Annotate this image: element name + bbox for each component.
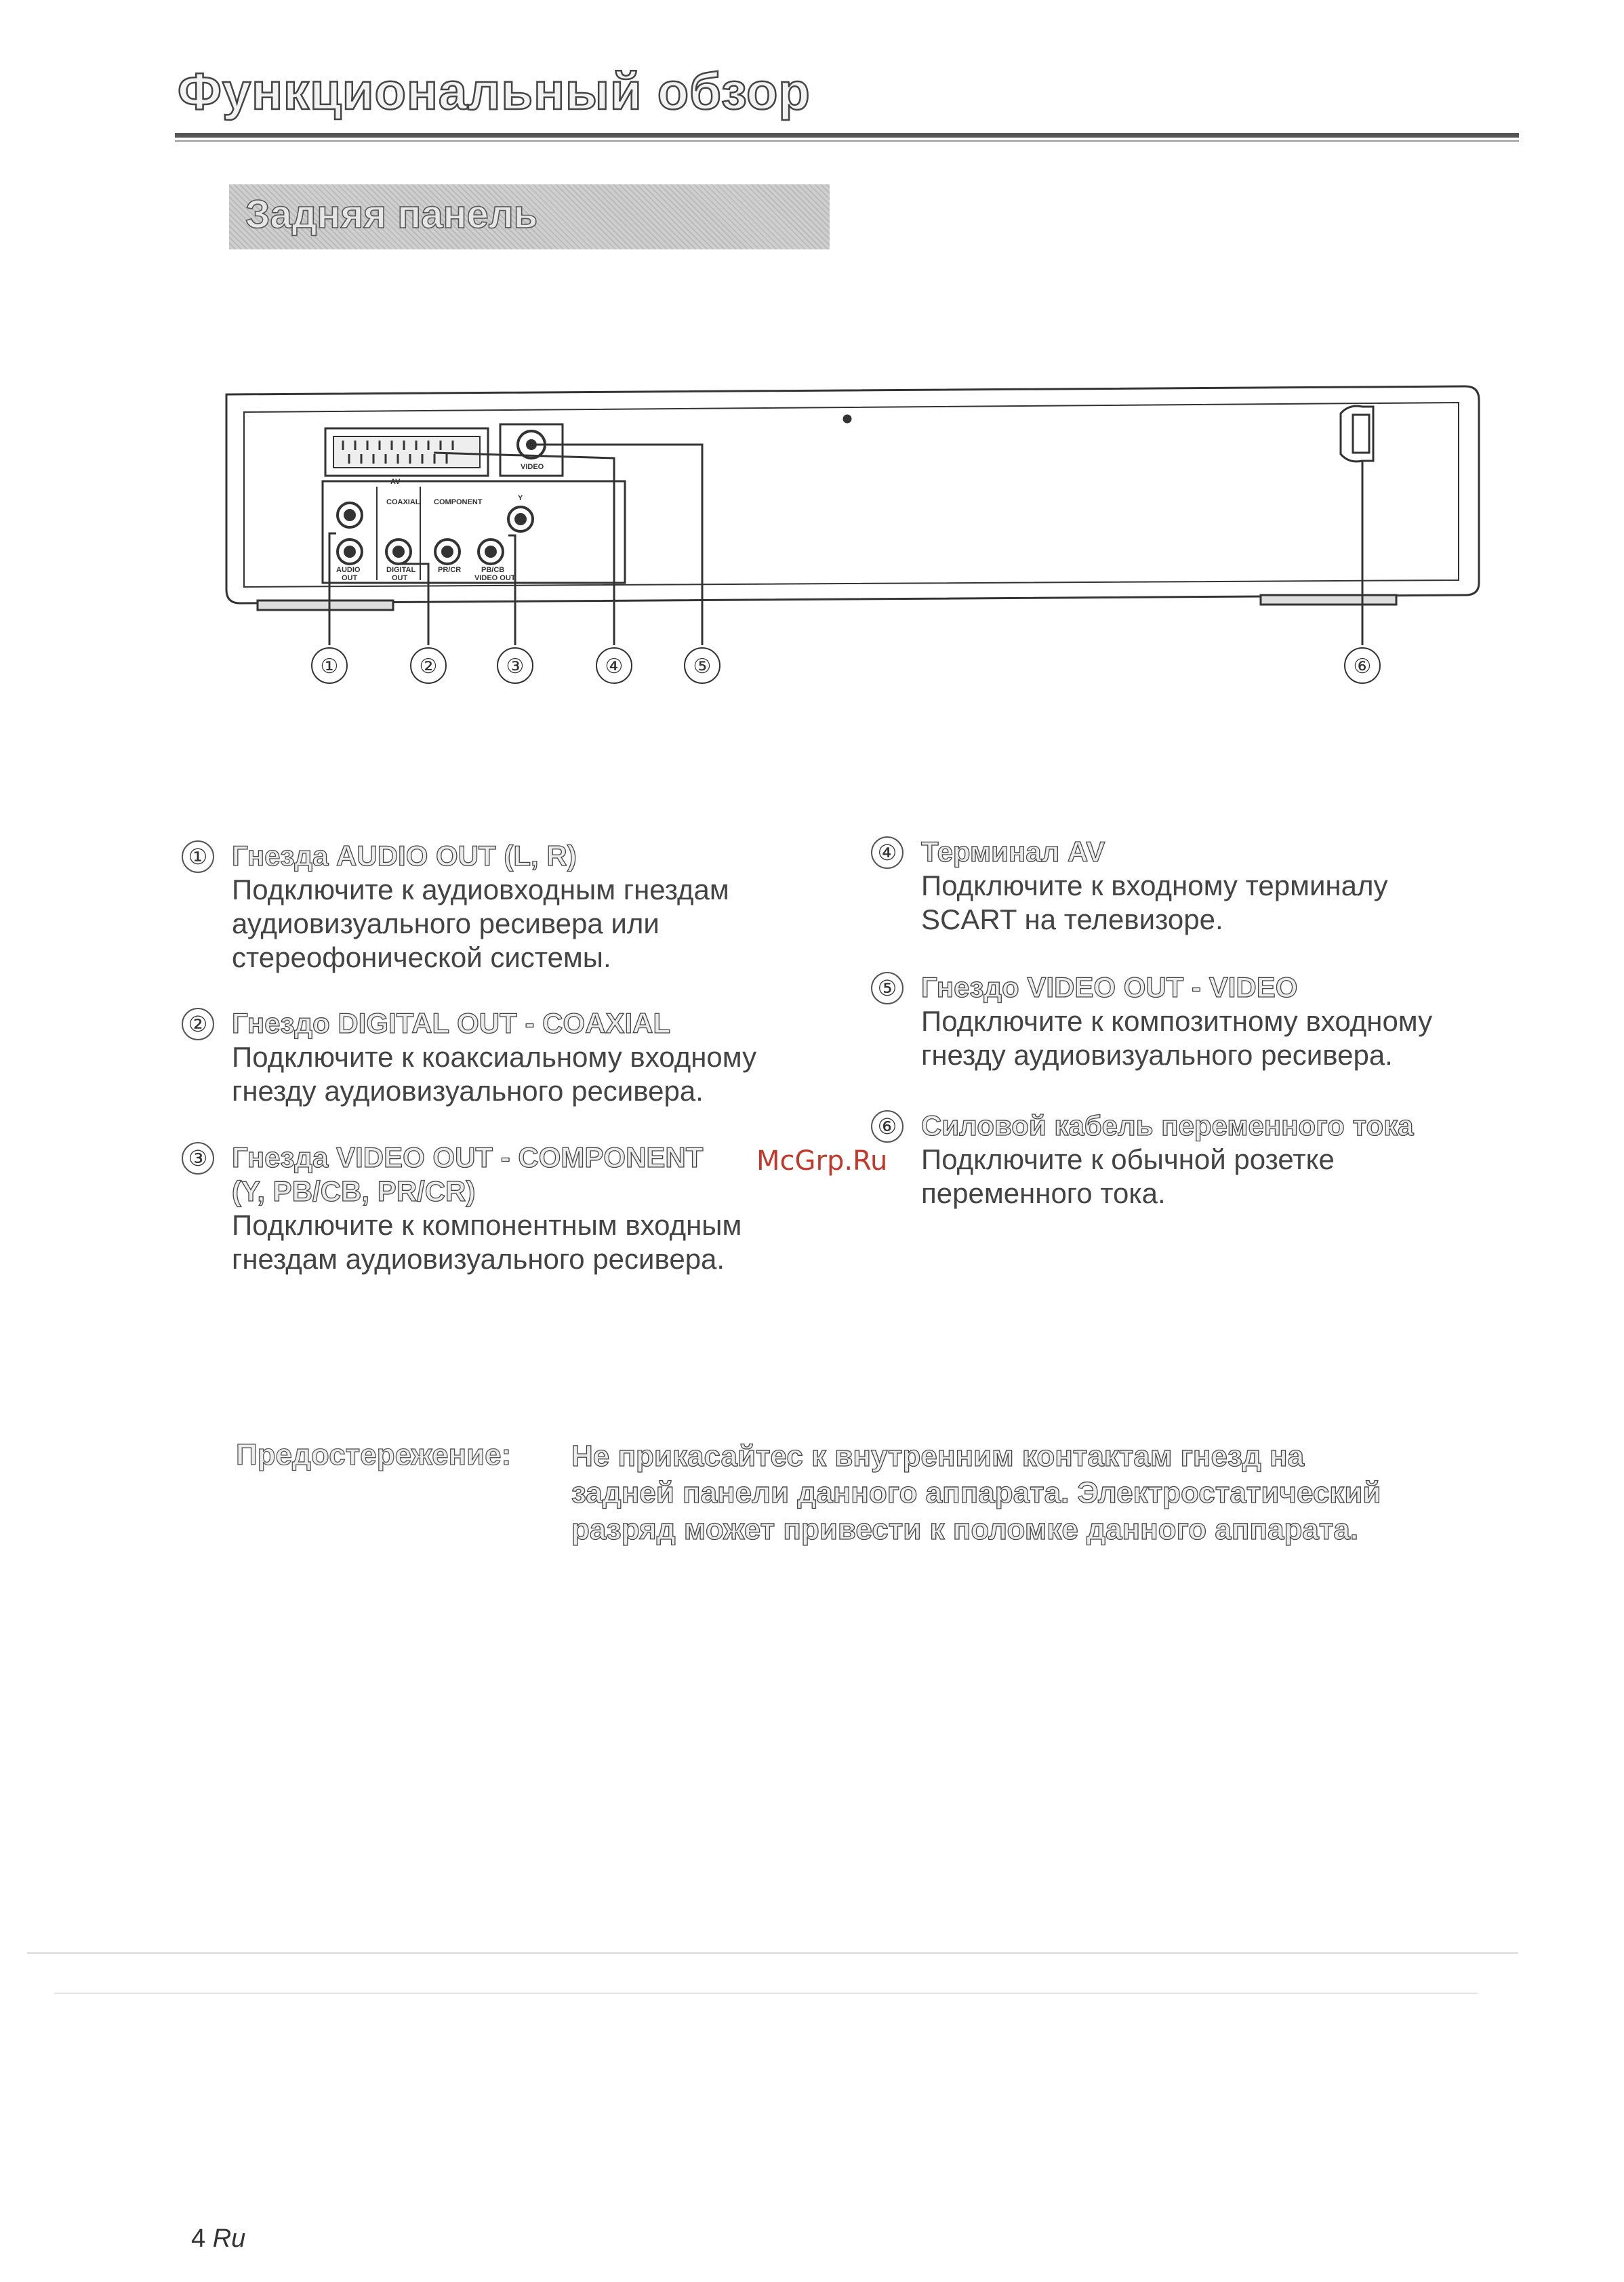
label-audio: AUDIO (336, 566, 361, 574)
section-title: Задняя панель (245, 192, 538, 237)
page-number-lang: Ru (212, 2224, 246, 2253)
label-av: AV (390, 478, 401, 486)
caution-text: Не прикасайтес к внутренним контактам гнезд на задней панели данного аппарата. Электростатический разряд может привести к поломке данного аппарата. (571, 1440, 1381, 1546)
desc-subtitle: (Y, PB/CB, PR/CR) (232, 1175, 476, 1207)
desc-number: ④ (871, 836, 904, 869)
desc-item-power-cord (871, 1109, 1414, 1210)
desc-title: Силовой кабель переменного тока (921, 1109, 1414, 1141)
caution-label: Предостережение: (236, 1438, 512, 1471)
coaxial-jack (386, 539, 411, 564)
desc-text: Подключите к композитному входному гнезду аудиовизуального ресивера. (921, 1005, 1433, 1071)
label-audio-out: OUT (342, 574, 358, 582)
scan-noise (27, 1952, 1518, 1954)
title-rule (175, 133, 1519, 138)
desc-item-audio-out (182, 839, 729, 975)
desc-title: Гнездо DIGITAL OUT - COAXIAL (232, 1007, 671, 1039)
desc-number: ⑤ (871, 972, 904, 1004)
scan-noise (54, 1993, 1478, 1994)
page-title: Функциональный обзор (178, 63, 811, 121)
label-digital: DIGITAL (386, 566, 416, 574)
label-video: VIDEO (521, 463, 544, 471)
title-rule-thin (175, 140, 1519, 142)
connector-panel (323, 481, 625, 583)
desc-title: Гнездо VIDEO OUT - VIDEO (921, 971, 1298, 1003)
audio-jacks (338, 503, 362, 564)
desc-text: Подключите к компонентным входным гнездам аудиовизуального ресивера. (232, 1209, 742, 1275)
callout-6: ⑥ (1353, 655, 1372, 678)
desc-number: ② (182, 1008, 214, 1040)
desc-number: ① (182, 840, 214, 873)
label-digital-out: OUT (392, 574, 408, 582)
scart-terminal (325, 428, 488, 476)
desc-title: Гнезда AUDIO OUT (L, R) (232, 840, 577, 872)
label-coaxial: COAXIAL (386, 498, 420, 506)
component-jacks (435, 507, 533, 564)
label-pr-cr: PR/CR (438, 566, 462, 574)
callout-5: ⑤ (693, 655, 712, 678)
desc-item-digital-out (182, 1006, 756, 1108)
desc-text: Подключите к обычной розетке переменного тока. (921, 1143, 1335, 1209)
page-number (191, 2224, 245, 2254)
desc-text: Подключите к входному терминалу SCART на телевизоре. (921, 870, 1388, 935)
callout-2: ② (419, 655, 438, 678)
desc-number: ⑥ (871, 1110, 904, 1143)
desc-text: Подключите к аудиовходным гнездам аудиовизуального ресивера или стереофонической системы. (232, 874, 729, 973)
label-y: Y (518, 494, 523, 502)
desc-item-component (182, 1141, 742, 1276)
label-pb-cb: PB/CB (481, 566, 505, 574)
desc-number: ③ (182, 1142, 214, 1175)
label-component: COMPONENT (434, 498, 483, 506)
callout-4: ④ (605, 655, 624, 678)
desc-text: Подключите к коаксиальному входному гнезду аудиовизуального ресивера. (232, 1041, 757, 1107)
label-video-out: VIDEO OUT (474, 574, 516, 582)
desc-title: Терминал AV (921, 836, 1105, 868)
watermark: McGrp.Ru (756, 1145, 888, 1177)
desc-item-video-out (871, 971, 1432, 1072)
page-number-value: 4 (191, 2224, 206, 2253)
callout-3: ③ (506, 655, 525, 678)
desc-item-av-terminal (871, 835, 1387, 937)
rear-panel-diagram (217, 380, 1491, 691)
callout-1: ① (320, 655, 339, 678)
desc-title: Гнезда VIDEO OUT - COMPONENT (232, 1141, 704, 1173)
power-cord (1341, 406, 1373, 462)
